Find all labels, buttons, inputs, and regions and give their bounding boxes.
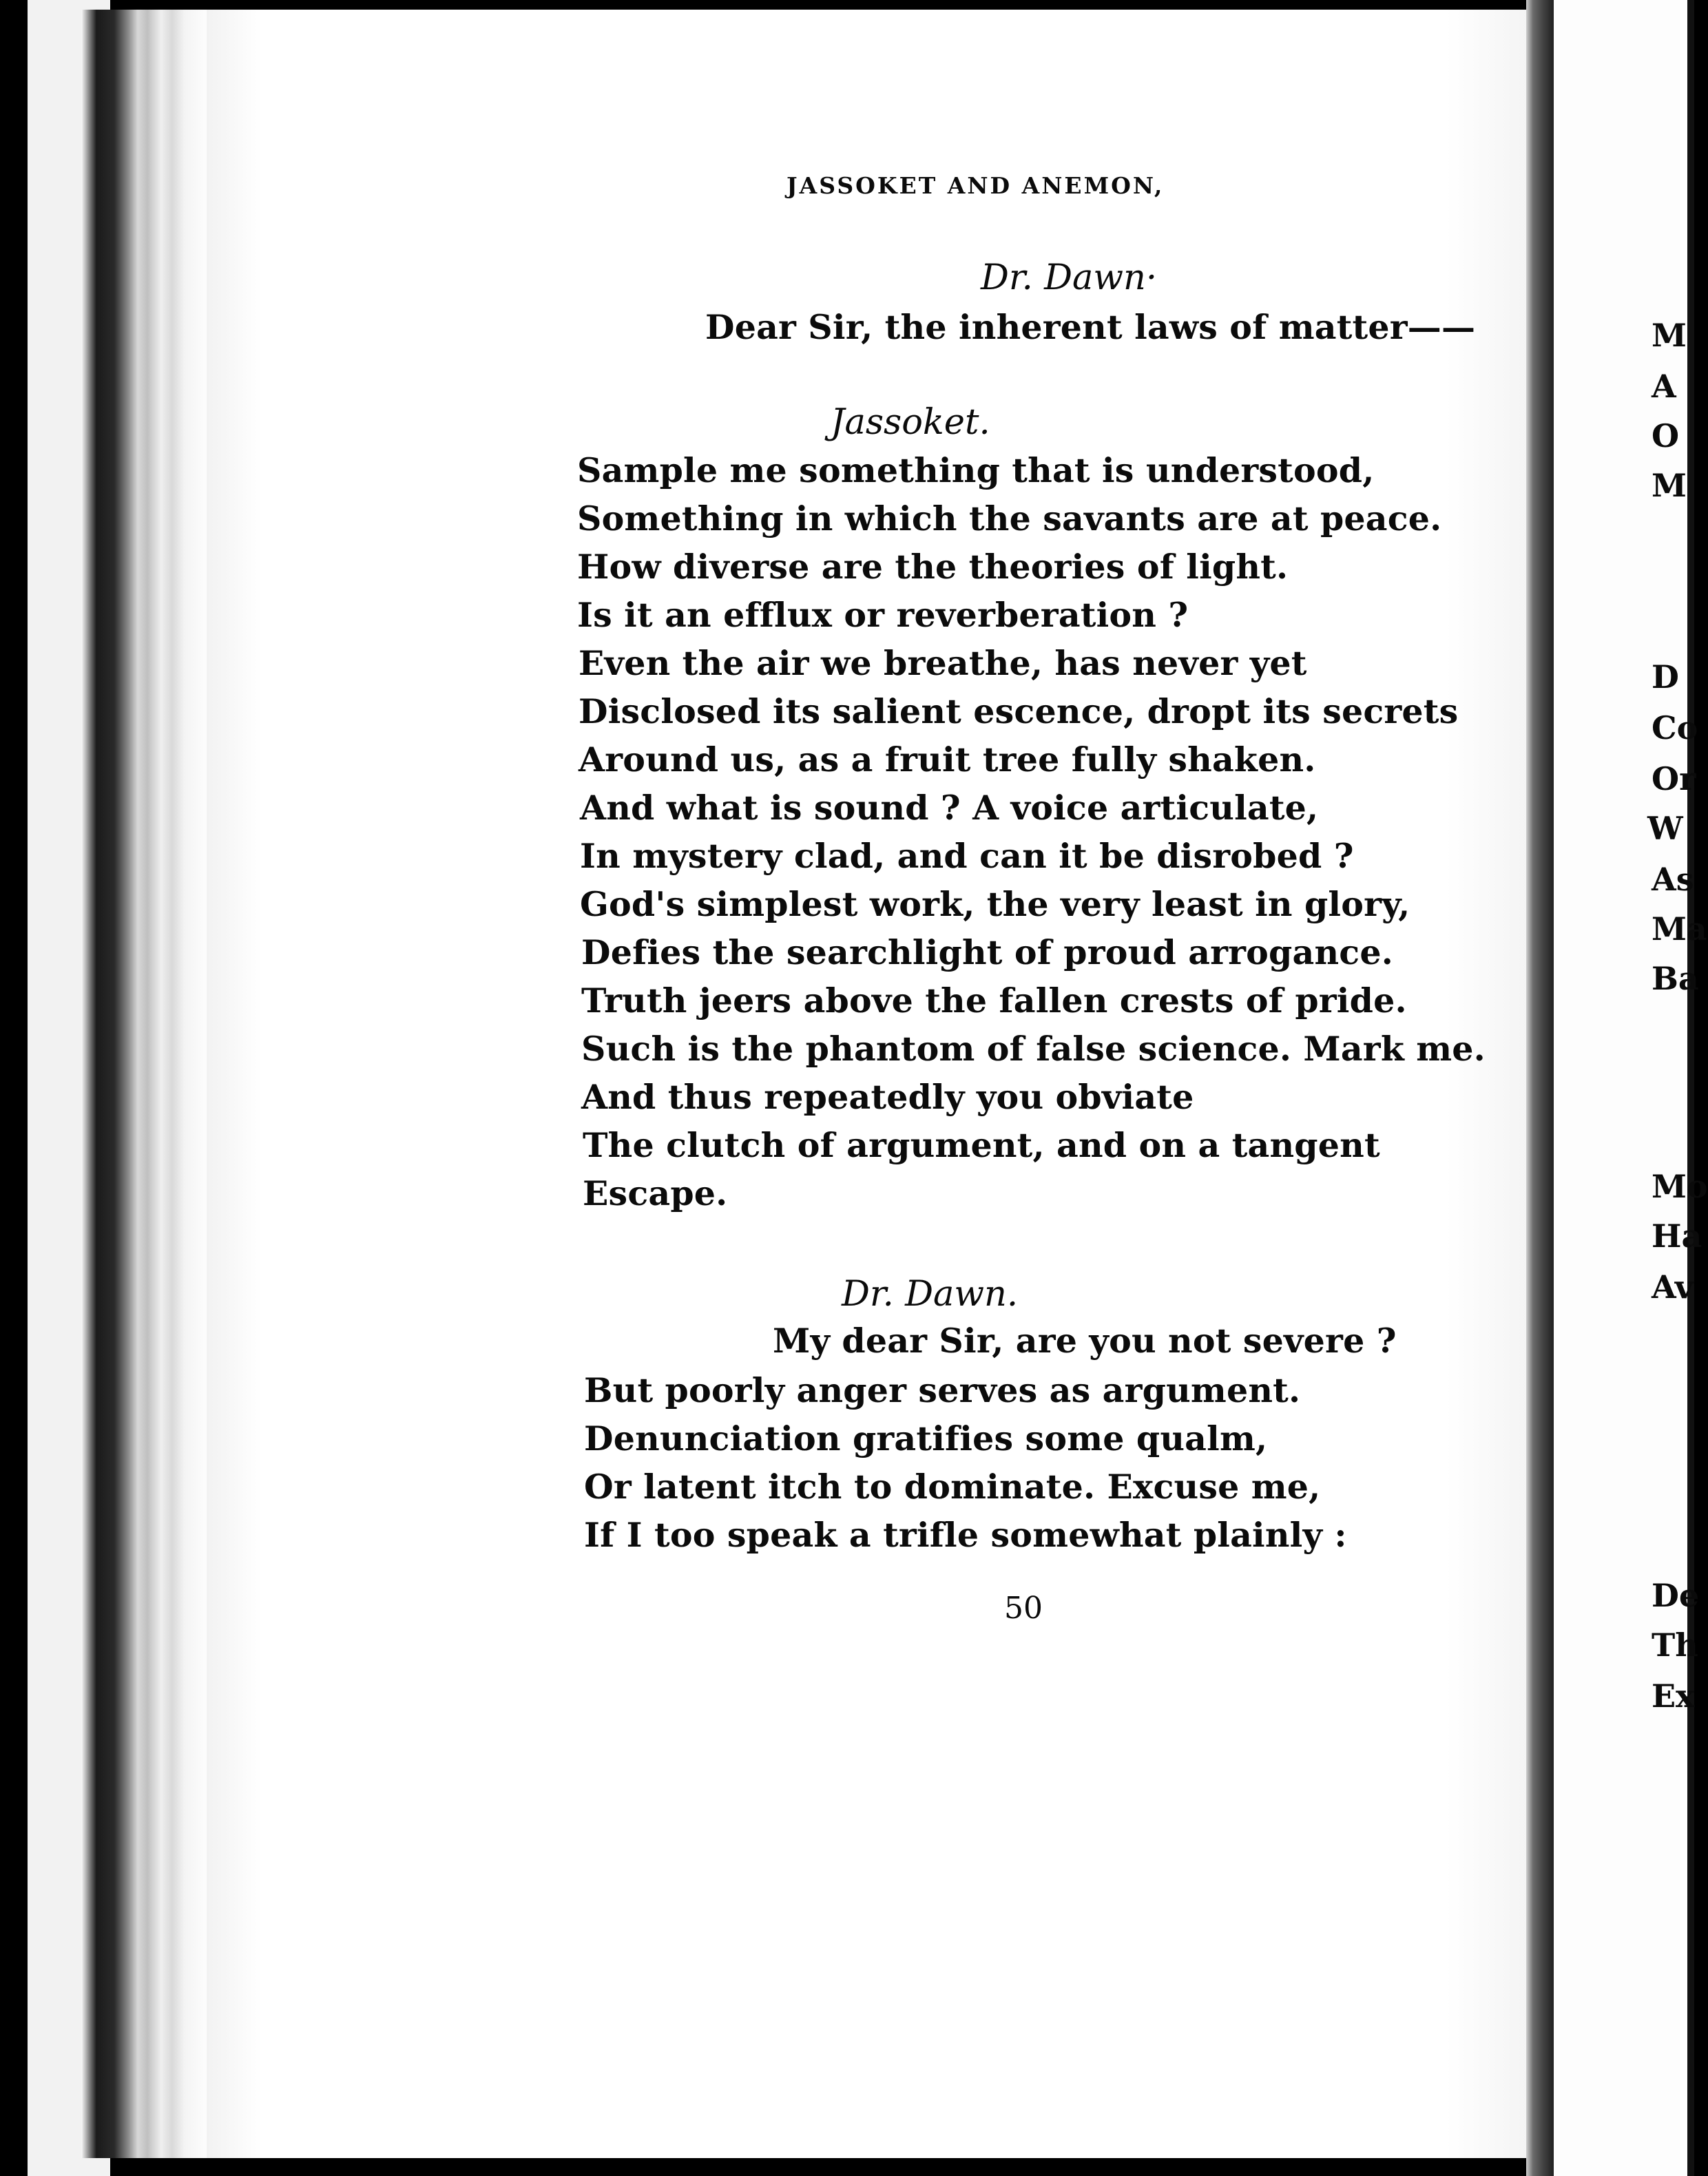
- facing-page-text: Ma: [1652, 910, 1707, 948]
- running-head: JASSOKET AND ANEMON,: [787, 172, 1165, 199]
- facing-page-text: As: [1652, 861, 1694, 898]
- verse-line: The clutch of argument, and on a tangent: [583, 1125, 1380, 1165]
- facing-page-text: M: [1652, 467, 1687, 504]
- verse-line: But poorly anger serves as argument.: [584, 1370, 1301, 1410]
- facing-page: [1554, 0, 1708, 2176]
- verse-line: If I too speak a trifle somewhat plainly :: [584, 1515, 1347, 1555]
- verse-line: Denunciation gratifies some qualm,: [584, 1419, 1268, 1458]
- verse-line: My dear Sir, are you not severe ?: [773, 1321, 1397, 1361]
- verse-line: And thus repeatedly you obviate: [581, 1077, 1194, 1117]
- facing-page-text: Ha: [1652, 1217, 1702, 1255]
- verse-line: Around us, as a fruit tree fully shaken.: [579, 740, 1316, 780]
- speaker-label: Jassoket.: [831, 402, 990, 443]
- verse-line: Defies the searchlight of proud arrogance.: [581, 932, 1393, 972]
- verse-line: Disclosed its salient escence, dropt its secrets: [579, 691, 1459, 731]
- verse-line: Or latent itch to dominate. Excuse me,: [584, 1467, 1321, 1507]
- verse-line: And what is sound ? A voice articulate,: [580, 788, 1319, 828]
- facing-page-text: Th: [1652, 1626, 1698, 1664]
- facing-page-text: Or: [1652, 760, 1696, 797]
- facing-page-text: Mo: [1652, 1168, 1708, 1205]
- facing-page-text: D: [1652, 658, 1679, 695]
- speaker-label: Dr. Dawn·: [981, 258, 1158, 298]
- verse-line: In mystery clad, and can it be disrobed ?: [580, 836, 1354, 876]
- verse-line: Sample me something that is understood,: [577, 450, 1375, 490]
- verse-line: Dear Sir, the inherent laws of matter——: [705, 307, 1476, 347]
- facing-page-text: W: [1647, 810, 1683, 847]
- verse-line: Is it an efflux or reverberation ?: [577, 595, 1189, 635]
- speaker-label: Dr. Dawn.: [842, 1274, 1019, 1315]
- verse-line: God's simplest work, the very least in glory,: [580, 884, 1410, 924]
- verse-line: Escape.: [583, 1173, 728, 1213]
- facing-page-text: A: [1652, 368, 1676, 405]
- facing-page-text: Co: [1652, 709, 1698, 746]
- page-edges: [81, 10, 212, 2158]
- facing-page-text: Av: [1652, 1268, 1694, 1306]
- book-page: [207, 10, 1529, 2158]
- verse-line: How diverse are the theories of light.: [577, 547, 1289, 587]
- facing-page-text: O: [1652, 417, 1680, 454]
- verse-line: Such is the phantom of false science. Mark me.: [581, 1029, 1486, 1069]
- facing-page-text: M: [1652, 317, 1687, 354]
- scan-border-right: [1687, 0, 1694, 2176]
- book-gutter: [1526, 0, 1554, 2176]
- facing-page-text: Ex: [1652, 1677, 1695, 1715]
- page-number: 50: [1004, 1591, 1043, 1626]
- facing-page-text: De: [1652, 1577, 1700, 1614]
- verse-line: Something in which the savants are at peace.: [577, 499, 1442, 538]
- verse-line: Even the air we breathe, has never yet: [579, 643, 1307, 683]
- facing-page-text: Ba: [1652, 960, 1699, 997]
- verse-line: Truth jeers above the fallen crests of pride.: [581, 981, 1407, 1021]
